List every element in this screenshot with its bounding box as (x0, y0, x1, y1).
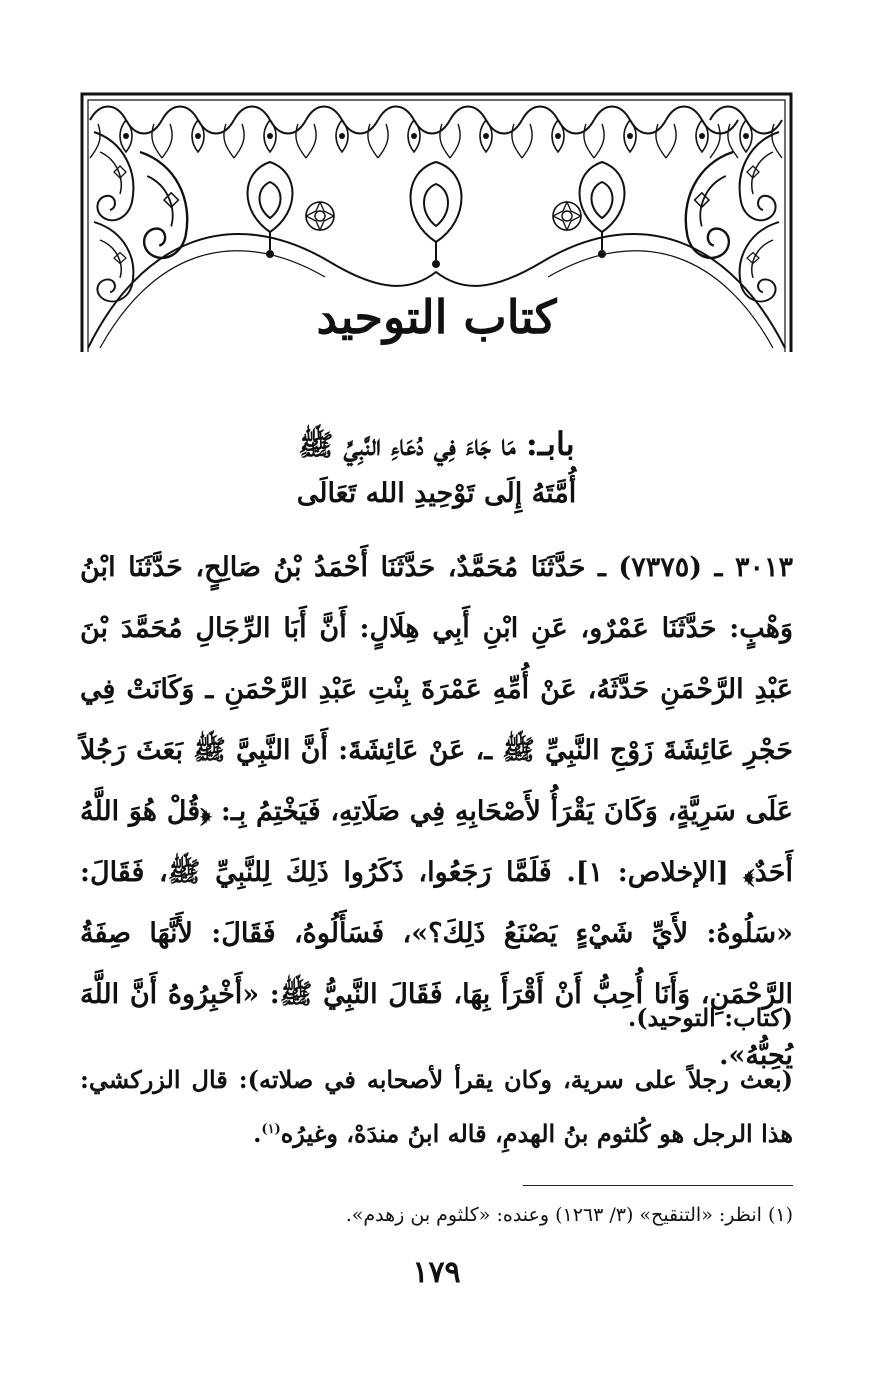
hadith-text: ٣٠١٣ ـ (٧٣٧٥) ـ حَدَّثَنَا مُحَمَّدٌ، حَدَّثَنَا أَحْمَدُ بْنُ صَالِحٍ، حَدَّثَنَا ابْنُ وَهْبٍ: حَدَّثَنَا عَمْرٌو، عَنِ ابْنِ أَبِي هِلَالٍ: أَنَّ أَبَا الرِّجَالِ مُحَمَّدَ بْنَ عَبْدِ الرَّحْمَنِ حَدَّثَهُ، عَنْ أُمِّهِ عَمْرَةَ بِنْتِ عَبْدِ الرَّحْمَنِ ـ وَكَانَتْ فِي حَجْرِ عَائِشَةَ زَوْجِ النَّبِيِّ ﷺ ـ، عَنْ عَائِشَةَ: أَنَّ النَّبِيَّ ﷺ بَعَثَ رَجُلاً عَلَى سَرِيَّةٍ، وَكَانَ يَقْرَأُ لأَصْحَابِهِ فِي صَلَاتِهِ، فَيَخْتِمُ بِـ: ﴿قُلْ هُوَ اللَّهُ أَحَدٌ﴾ [الإخلاص: ١]. فَلَمَّا رَجَعُوا، ذَكَرُوا ذَلِكَ لِلنَّبِيِّ ﷺ، فَقَالَ: «سَلُوهُ: لأَيِّ شَيْءٍ يَصْنَعُ ذَلِكَ؟»، فَسَأَلُوهُ، فَقَالَ: لأَنَّهَا صِفَةُ الرَّحْمَنِ، وَأَنَا أُحِبُّ أَنْ أَقْرَأَ بِهَا، فَقَالَ النَّبِيُّ ﷺ: «أَخْبِرُوهُ أَنَّ اللَّهَ يُحِبُّهُ». (80, 552, 793, 1071)
commentary-paragraph-2-text: (بعث رجلاً على سرية، وكان يقرأ لأصحابه في صلاته): قال الزركشي: هذا الرجل هو كُلثوم بنُ الهدمِ، قاله ابنُ مندَهْ، وغيرُه (80, 1065, 793, 1148)
commentary (80, 993, 793, 1159)
page-number: ١٧٩ (412, 1255, 461, 1290)
chapter-label: بابـ: (525, 425, 575, 463)
chapter-heading-line1 (100, 425, 773, 470)
chapter-title-part1: مَا جَاءَ فِي دُعَاءِ النَّبِيِّ ﷺ (298, 428, 516, 462)
footnote: (١) انظر: «التنقيح» (٣/ ١٢٦٣) وعنده: «كلثوم بن زهدم». (345, 1204, 793, 1226)
footnote-divider (523, 1185, 793, 1186)
commentary-paragraph-2 (80, 1055, 793, 1159)
commentary-paragraph-1: (كتاب: التوحيد). (627, 1003, 793, 1032)
commentary-paragraph-2-end: . (253, 1119, 262, 1148)
chapter-heading-line2: أُمَّتَهُ إِلَى تَوْحِيدِ الله تَعَالَى (296, 478, 577, 509)
footnote-marker: (١) (261, 1122, 281, 1137)
book-title: كتاب التوحيد (316, 290, 557, 344)
